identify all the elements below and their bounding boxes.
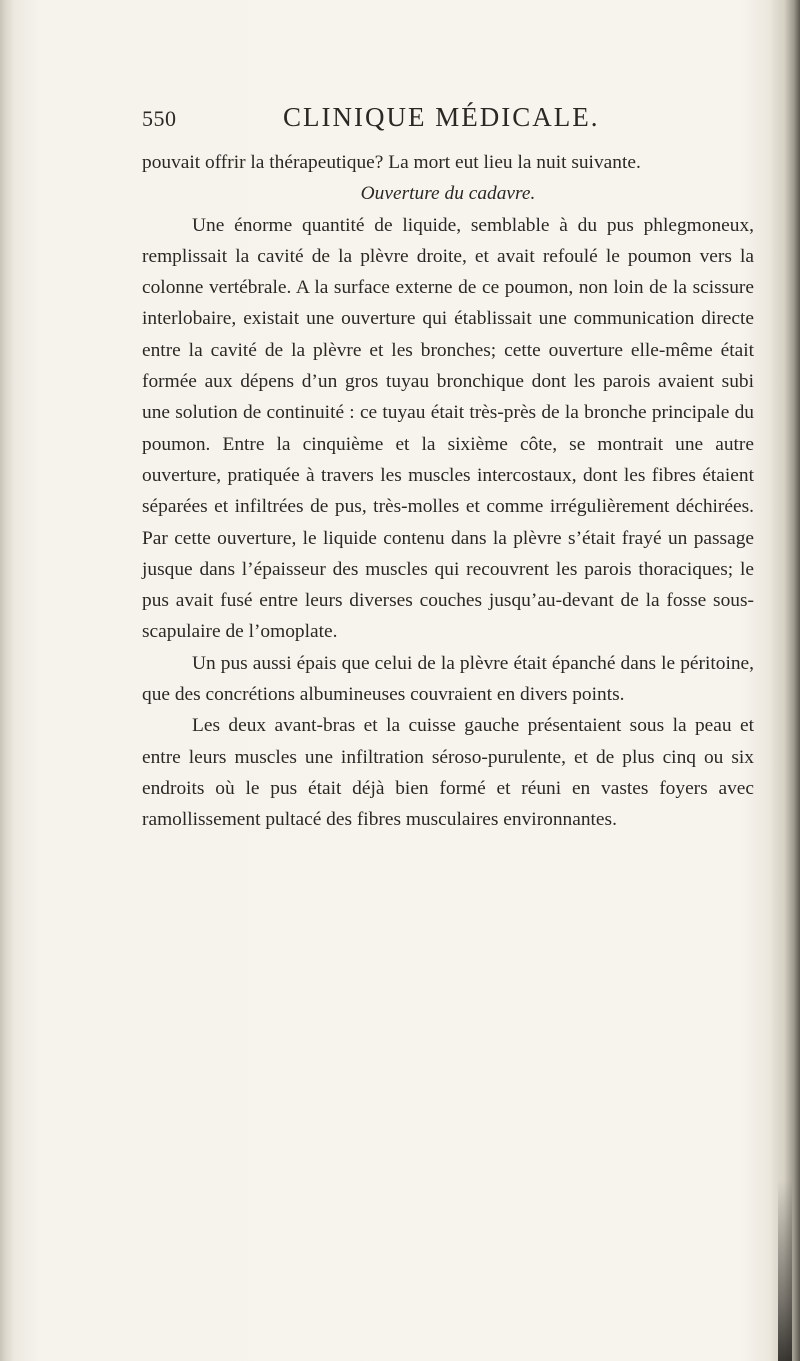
section-heading: Ouverture du cadavre.: [360, 183, 536, 205]
intro-paragraph: pouvait offrir la thérapeutique? La mort eut lieu la nuit suivante.: [142, 152, 641, 173]
page-corner-shadow: [778, 1180, 792, 1361]
page-binding-edge: [770, 0, 800, 1361]
paragraph-1: Une énorme quantité de liquide, semblable à du pus phlegmoneux, remplissait la cavité de la plèvre droite, et avait refoulé le poumon vers la colonne vertébrale. A la surface externe de ce poumon, non loin de la scissure interlobaire, existait une ouverture qui établissait une communication directe entre la cavité de la plèvre et les bronches; cette ouverture elle-même était formée aux dépens d’un gros tuyau bronchique dont les parois avaient subi une solution de continuité : ce tuyau était très-près de la bronche principale du poumon. Entre la cinquième et la sixième côte, se montrait une autre ouverture, pratiquée à travers les muscles intercostaux, dont les fibres étaient séparées et infiltrées de pus, très-molles et comme irrégulièrement déchirées. Par cette ouverture, le liquide contenu dans la plèvre s’était frayé un passage jusque dans l’épaisseur des muscles qui recouvrent les parois thoraciques; le pus avait fusé entre leurs diverses couches jusqu’au-devant de la fosse sous-scapulaire de l’omoplate.: [142, 214, 754, 643]
page-left-edge: [0, 0, 14, 1361]
body-text: [142, 147, 754, 836]
paragraph-2: Un pus aussi épais que celui de la plèvre était épanché dans le péritoine, que des concrétions albumineuses couvraient en divers points.: [142, 652, 754, 706]
page-header: [142, 102, 748, 146]
page-number: 550: [142, 106, 177, 131]
paragraph-3: Les deux avant-bras et la cuisse gauche présentaient sous la peau et entre leurs muscles une infiltration séroso-purulente, et de plus cinq ou six endroits où le pus était déjà bien formé et réuni en vastes foyers avec ramollissement pultacé des fibres musculaires environnantes.: [142, 715, 754, 831]
running-title: CLINIQUE MÉDICALE.: [283, 102, 600, 132]
